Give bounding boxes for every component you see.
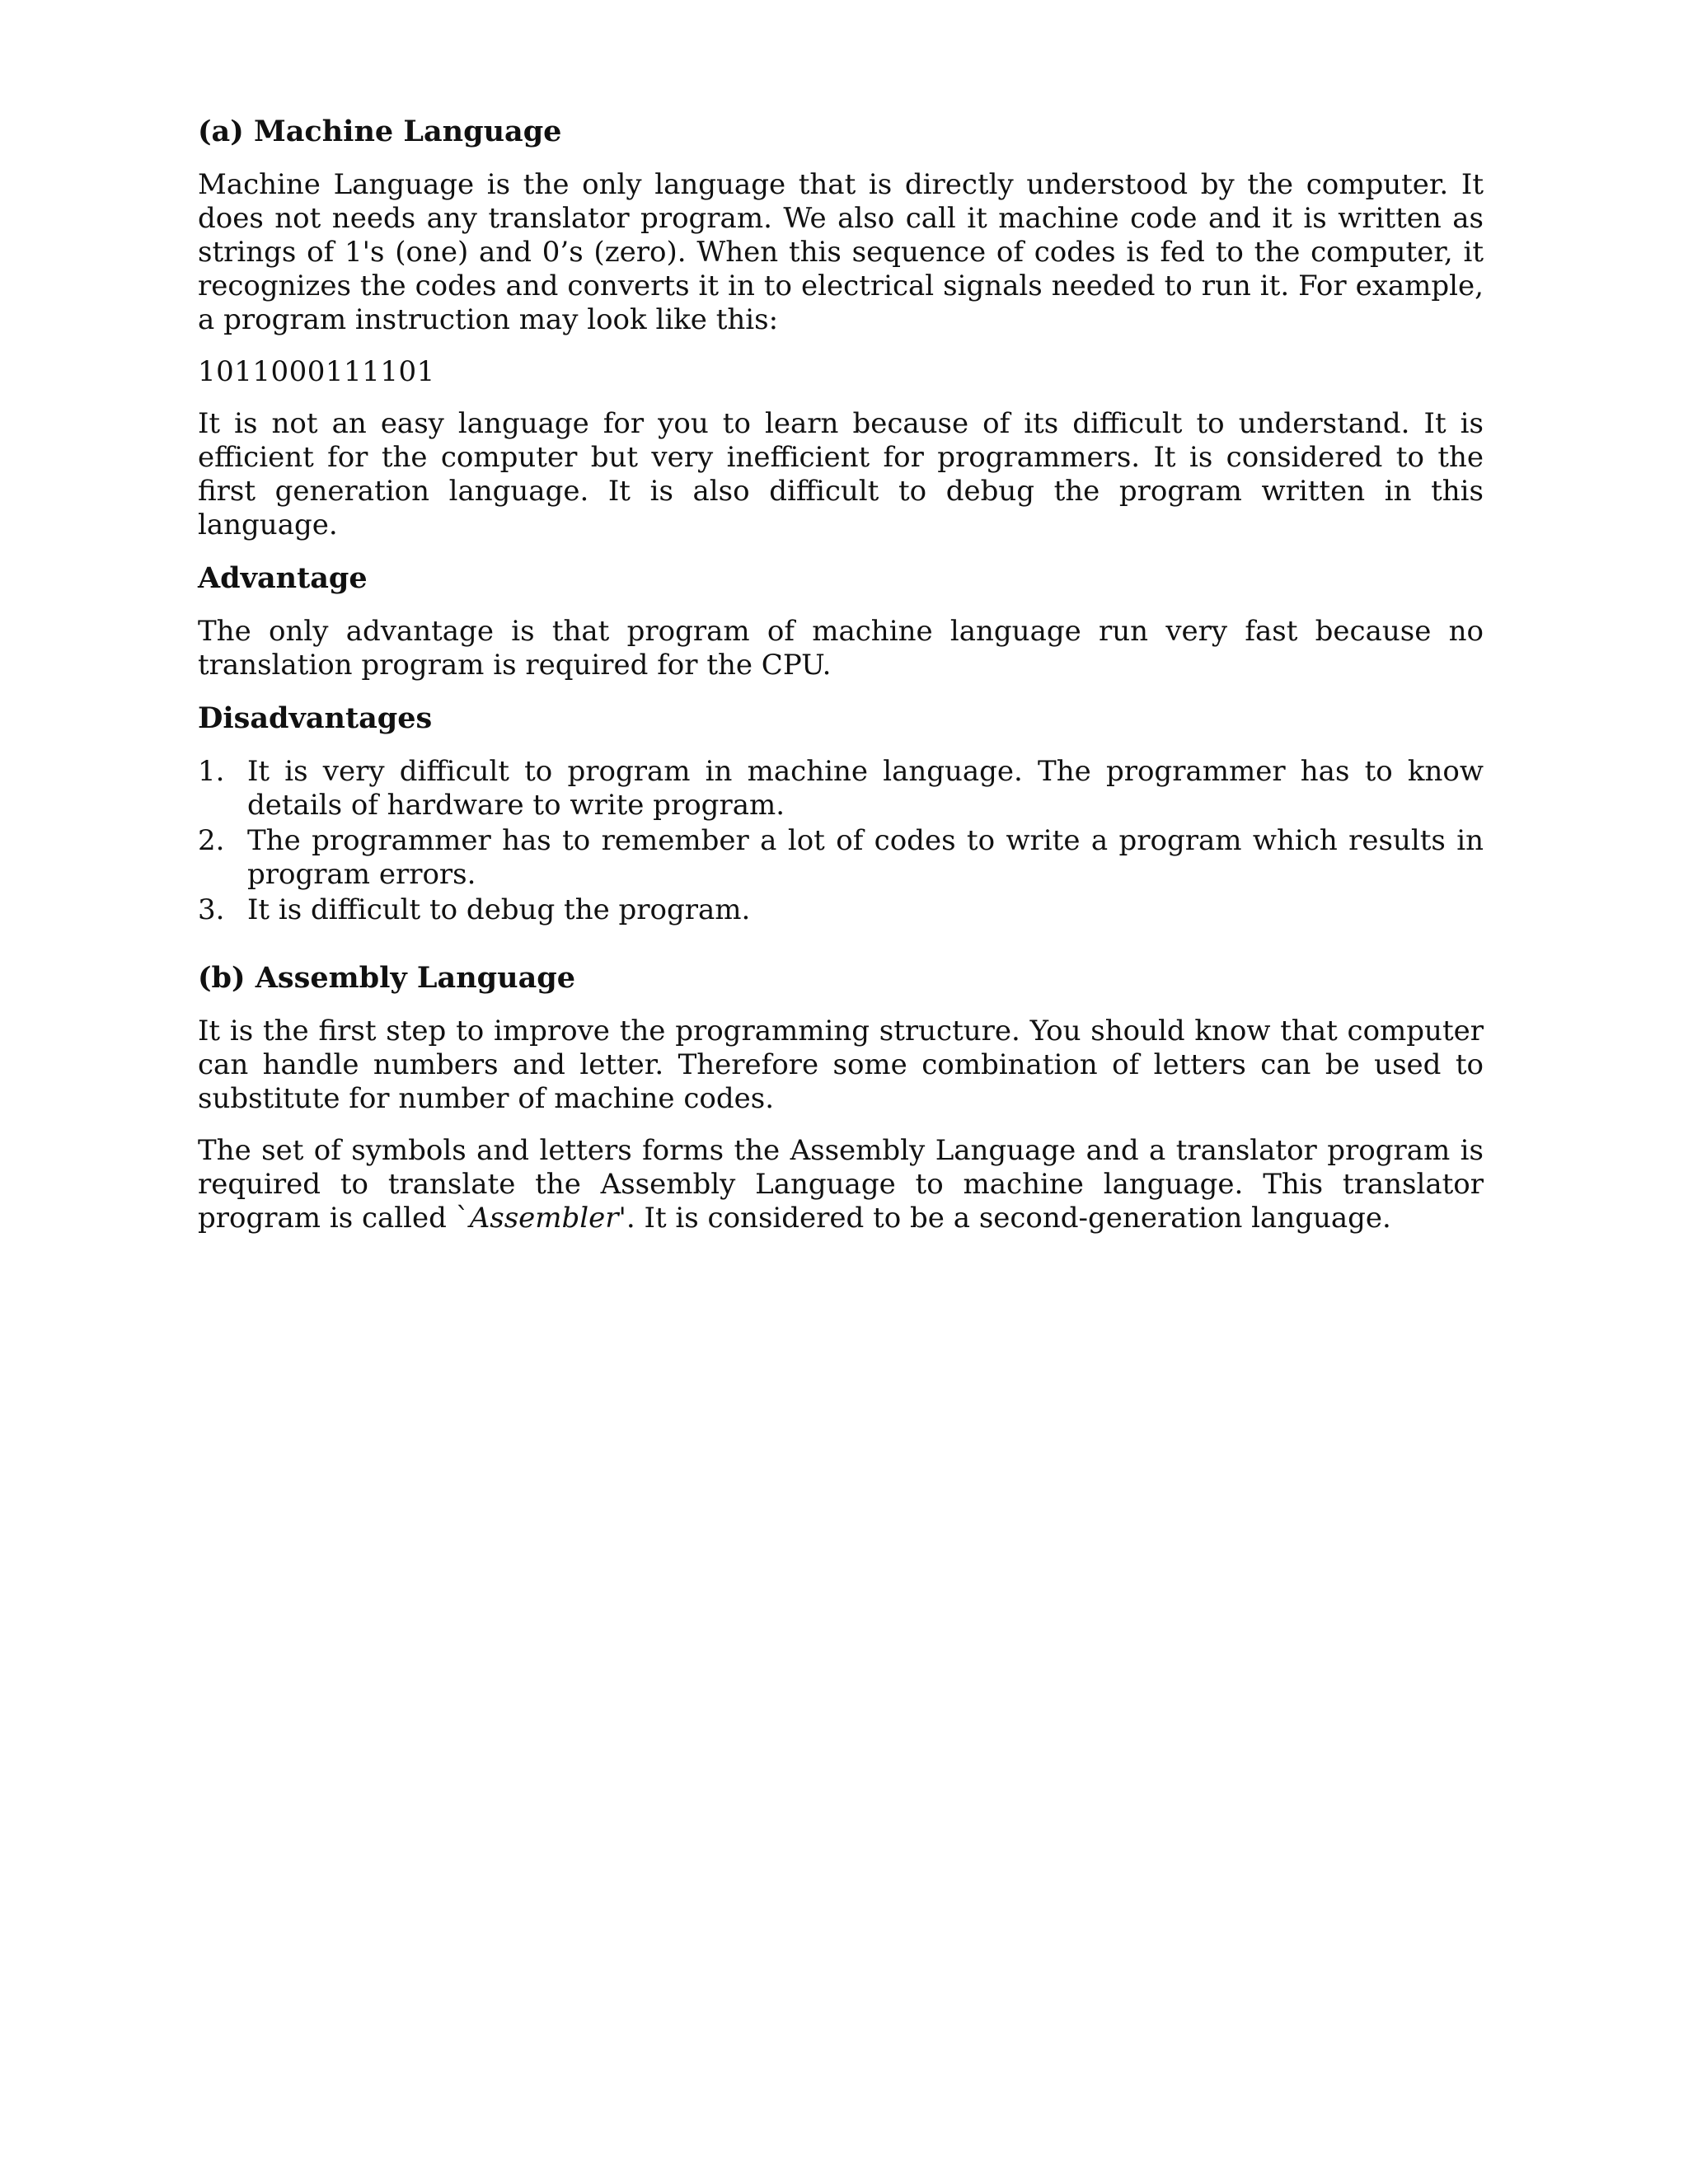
- example-instruction: 1011000111101: [198, 355, 435, 388]
- assembly-language-heading: (b) Assembly Language: [198, 961, 576, 995]
- assembler-term: Assembler: [469, 1202, 619, 1235]
- assembly-language-para2: [198, 1134, 1484, 1235]
- para2-before: The set of symbols and letters forms the Assembly Language and a translator program is required to translate the Assembly Language to machine language. This translator program is called `: [198, 1134, 1484, 1235]
- machine-language-heading: (a) Machine Language: [198, 115, 562, 148]
- machine-language-description: It is not an easy language for you to learn because of its difficult to understand. It is efficient for the computer but very inefficient for programmers. It is considered to the first generation language. It is also difficult to debug the program written in this language.: [198, 407, 1484, 541]
- disadvantages-heading: Disadvantages: [198, 701, 433, 735]
- list-item-number: 1.: [198, 755, 225, 788]
- advantage-text: The only advantage is that program of machine language run very fast because no translation program is required for the CPU.: [198, 615, 1484, 682]
- list-item-text: It is difficult to debug the program.: [247, 893, 751, 926]
- document-page: [198, 114, 1484, 1254]
- section-spacer: [198, 929, 1484, 960]
- list-item: [198, 824, 1484, 892]
- machine-language-intro: Machine Language is the only language that is directly understood by the computer. It does not needs any translator program. We also call it machine code and it is written as strings of 1's (one) and 0’s (zero). When this sequence of codes is fed to the computer, it recognizes the codes and converts it in to electrical signals needed to run it. For example, a program instruction may look like this:: [198, 168, 1484, 336]
- disadvantages-list: [198, 755, 1484, 927]
- para2-after: '. It is considered to be a second-generation language.: [618, 1202, 1391, 1235]
- list-item: [198, 893, 1484, 927]
- list-item-number: 2.: [198, 824, 225, 857]
- list-item-text: It is very difficult to program in machine language. The programmer has to know details of hardware to write program.: [247, 755, 1484, 822]
- list-item: [198, 755, 1484, 823]
- list-item-number: 3.: [198, 893, 225, 926]
- assembly-language-para1: It is the first step to improve the programming structure. You should know that computer can handle numbers and letter. Therefore some combination of letters can be used to substitute for number of machine codes.: [198, 1015, 1484, 1115]
- advantage-heading: Advantage: [198, 561, 368, 595]
- list-item-text: The programmer has to remember a lot of codes to write a program which results in program errors.: [247, 824, 1484, 891]
